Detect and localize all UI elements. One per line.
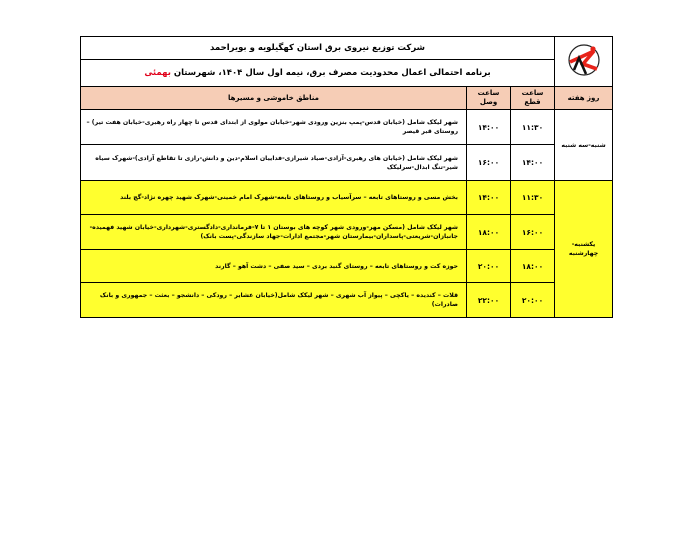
column-header-row — [81, 87, 613, 110]
company-logo — [555, 37, 613, 87]
connect-time-cell: ۱۴:۰۰ — [467, 181, 511, 215]
col-header-areas: مناطق خاموشی و مسیرها — [81, 87, 467, 110]
program-subtitle — [81, 60, 555, 87]
day-cell: یکشنبه-چهارشنبه — [555, 181, 613, 318]
power-distribution-logo-icon — [564, 40, 604, 80]
areas-cell: شهر لیکک شامل (خیابان های رهبری-آزادی-صیاد شیرازی-فداییان اسلام-دین و دانش-رازی تا تقاطع آزادی)-شهرک سیاه شیر-تنگ ابدال-سرلیکک — [81, 145, 467, 181]
cut-time-cell: ۲۰:۰۰ — [511, 283, 555, 318]
areas-cell: شهر لیکک شامل (خیابان قدس-پمپ بنزین ورودی شهر-خیابان مولوی از ابتدای قدس تا چهار راه رهبری-خیابان هفت تیر) – روستای قبر قیصر — [81, 110, 467, 145]
table-row — [81, 283, 613, 318]
subtitle-row — [81, 60, 613, 87]
areas-cell: قلات – کندیده – یاکچی – پیواز آب شهری – شهر لیکک شامل(خیابان عشایر – رودکی – دانشجو – بعثت – جمهوری و بانک صادرات) — [81, 283, 467, 318]
company-title: شرکت توزیع نیروی برق استان کهگیلویه و بویراحمد — [81, 37, 555, 60]
cut-time-cell: ۱۱:۳۰ — [511, 110, 555, 145]
areas-cell: شهر لیکک شامل (مسکن مهر-ورودی شهر کوچه های بوستان ۱ تا ۷-فرمانداری-دادگستری-شهرداری-خیابان شهید فهمیده-جانبازان-شریعتی-پاسداران-بیمارستان شهر-مجتمع ادارات-جهاد سازندگی-پست بانک) — [81, 215, 467, 250]
connect-time-cell: ۱۸:۰۰ — [467, 215, 511, 250]
table-row — [81, 250, 613, 283]
col-header-day: روز هفته — [555, 87, 613, 110]
areas-cell: بخش مسی و روستاهای تابعه – سرآسیاب و روستاهای تابعه-شهرک امام خمینی-شهرک شهید چهره نژاد-گچ بلند — [81, 181, 467, 215]
connect-time-cell: ۲۲:۰۰ — [467, 283, 511, 318]
cut-time-cell: ۱۴:۰۰ — [511, 145, 555, 181]
table-row — [81, 145, 613, 181]
table-row — [81, 110, 613, 145]
col-header-connect: ساعت وصل — [467, 87, 511, 110]
program-city: بهمئی — [144, 67, 171, 78]
program-prefix: برنامه احتمالی اعمال محدودیت مصرف برق، نیمه اول سال ۱۴۰۴، شهرستان — [173, 67, 491, 78]
table-row — [81, 215, 613, 250]
cut-time-cell: ۱۸:۰۰ — [511, 250, 555, 283]
day-cell: شنبه-سه شنبه — [555, 110, 613, 181]
connect-time-cell: ۲۰:۰۰ — [467, 250, 511, 283]
col-header-cut: ساعت قطع — [511, 87, 555, 110]
outage-schedule-table — [80, 36, 613, 318]
table-row — [81, 181, 613, 215]
connect-time-cell: ۱۴:۰۰ — [467, 110, 511, 145]
areas-cell: حوزه کت و روستاهای تابعه – روستای گنبد بردی – سید صفی – دشت آهو – گارند — [81, 250, 467, 283]
outage-schedule-sheet — [80, 36, 612, 308]
cut-time-cell: ۱۱:۳۰ — [511, 181, 555, 215]
connect-time-cell: ۱۶:۰۰ — [467, 145, 511, 181]
cut-time-cell: ۱۶:۰۰ — [511, 215, 555, 250]
title-row — [81, 37, 613, 60]
